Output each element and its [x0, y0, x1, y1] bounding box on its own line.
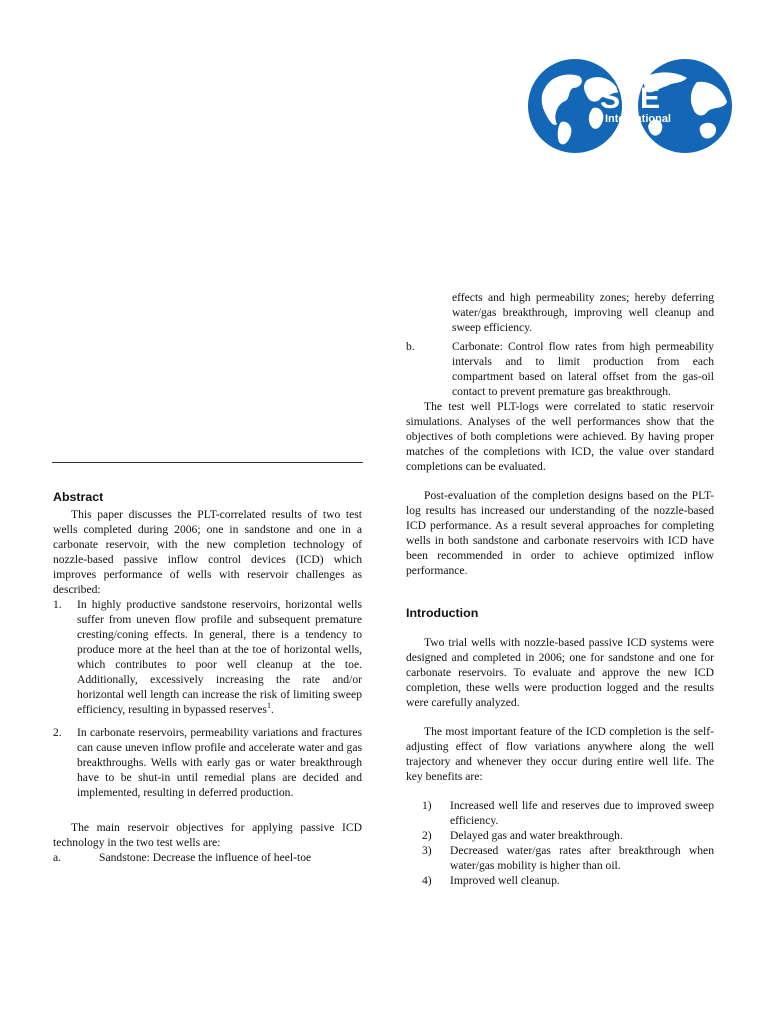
list-item: [53, 725, 362, 800]
objective-item-a: [53, 850, 362, 865]
abstract-heading: Abstract: [53, 490, 104, 504]
introduction-heading: Introduction: [406, 606, 479, 620]
list-item-number: 3): [422, 844, 432, 857]
list-item-number: 2): [422, 829, 432, 842]
list-item-number: 4): [422, 874, 432, 887]
objective-label: b.: [406, 340, 415, 353]
list-item-number: 1.: [53, 598, 62, 611]
logo-international-text: International: [604, 113, 672, 125]
objective-text: Sandstone: Decrease the influence of heel-toe: [99, 851, 312, 864]
list-item: [406, 828, 714, 843]
list-item-tail: .: [270, 703, 274, 716]
objective-item-b: [406, 339, 714, 399]
abstract-intro: This paper discusses the PLT-correlated results of two test wells completed during 2006; one in sandstone and one in a carbonate reservoir, with the new completion technology of nozzle-based passive inflow control devices (ICD) which improves performance of wells with reservoir challenges as described:: [53, 508, 362, 596]
logo-spe-text: SPE: [599, 82, 661, 115]
list-item-number: 1): [422, 799, 432, 812]
list-item-text: Decreased water/gas rates after breakthrough when water/gas mobility is higher than oil.: [450, 844, 714, 872]
objectives-list: [53, 850, 362, 865]
left-column: [53, 490, 362, 865]
plt-paragraph: The test well PLT-logs were correlated to static reservoir simulations. Analyses of the well performances show that the objectives of both completions were achieved. By having proper matches of the completions with ICD, the value over standard completions can be evaluated.: [406, 400, 714, 473]
list-item-text: In carbonate reservoirs, permeability variations and fractures can cause uneven inflow profile and accelerate water and gas breakthroughs. Wells with early gas or water breakthrough have to be shut-in until remedial plans are decided and implemented, resulting in deferred production.: [77, 726, 362, 799]
intro-paragraph-2: The most important feature of the ICD completion is the self-adjusting effect of flow variations anywhere along the well trajectory and whenever they occur during entire well life. The key benefits are:: [406, 725, 714, 783]
footnote-ref: 1: [266, 701, 271, 711]
list-item-text: Improved well cleanup.: [450, 874, 560, 887]
list-item: [406, 843, 714, 873]
spe-international-logo: [527, 58, 733, 154]
list-item-text: Increased well life and reserves due to improved sweep efficiency.: [450, 799, 714, 827]
right-column: [406, 290, 714, 888]
list-item: [53, 597, 362, 717]
abstract-list: [53, 597, 362, 800]
objective-label: a.: [53, 851, 62, 864]
objective-text: Carbonate: Control flow rates from high permeability intervals and to limit production from each compartment based on lateral offset from the gas-oil contact to prevent premature gas breakthrough.: [452, 340, 714, 398]
list-item-text: In highly productive sandstone reservoirs, horizontal wells suffer from uneven flow profile and subsequent premature cresting/coning effects. In general, there is a tendency to produce more at the heel than at the toe of horizontal wells, which contributes to poor well cleanup at the toe. Additionally, excessively increasing the rate and/or horizontal well length can increase the risk of limiting sweep efficiency, resulting in bypassed reserves: [77, 598, 362, 716]
objectives-list-continued: [406, 339, 714, 399]
list-item-text: Delayed gas and water breakthrough.: [450, 829, 623, 842]
benefits-list: [406, 798, 714, 888]
section-divider: [52, 462, 363, 463]
list-item: [406, 798, 714, 828]
intro-paragraph-1: Two trial wells with nozzle-based passive ICD systems were designed and completed in 2006; one for sandstone and one for carbonate reservoirs. To evaluate and approve the new ICD completion, these wells were production logged and the results were carefully analyzed.: [406, 636, 714, 709]
post-evaluation-paragraph: Post-evaluation of the completion designs based on the PLT-log results has increased our understanding of the nozzle-based ICD performance. As a result several approaches for completing wells in both sandstone and carbonate reservoirs with ICD have been recommended in order to achieve optimized inflow performance.: [406, 489, 714, 577]
objectives-intro: The main reservoir objectives for applying passive ICD technology in the two test wells are:: [53, 821, 362, 849]
list-item-number: 2.: [53, 726, 62, 739]
list-item: [406, 873, 714, 888]
objective-a-continued: effects and high permeability zones; hereby deferring water/gas breakthrough, improving well cleanup and sweep efficiency.: [452, 291, 714, 334]
